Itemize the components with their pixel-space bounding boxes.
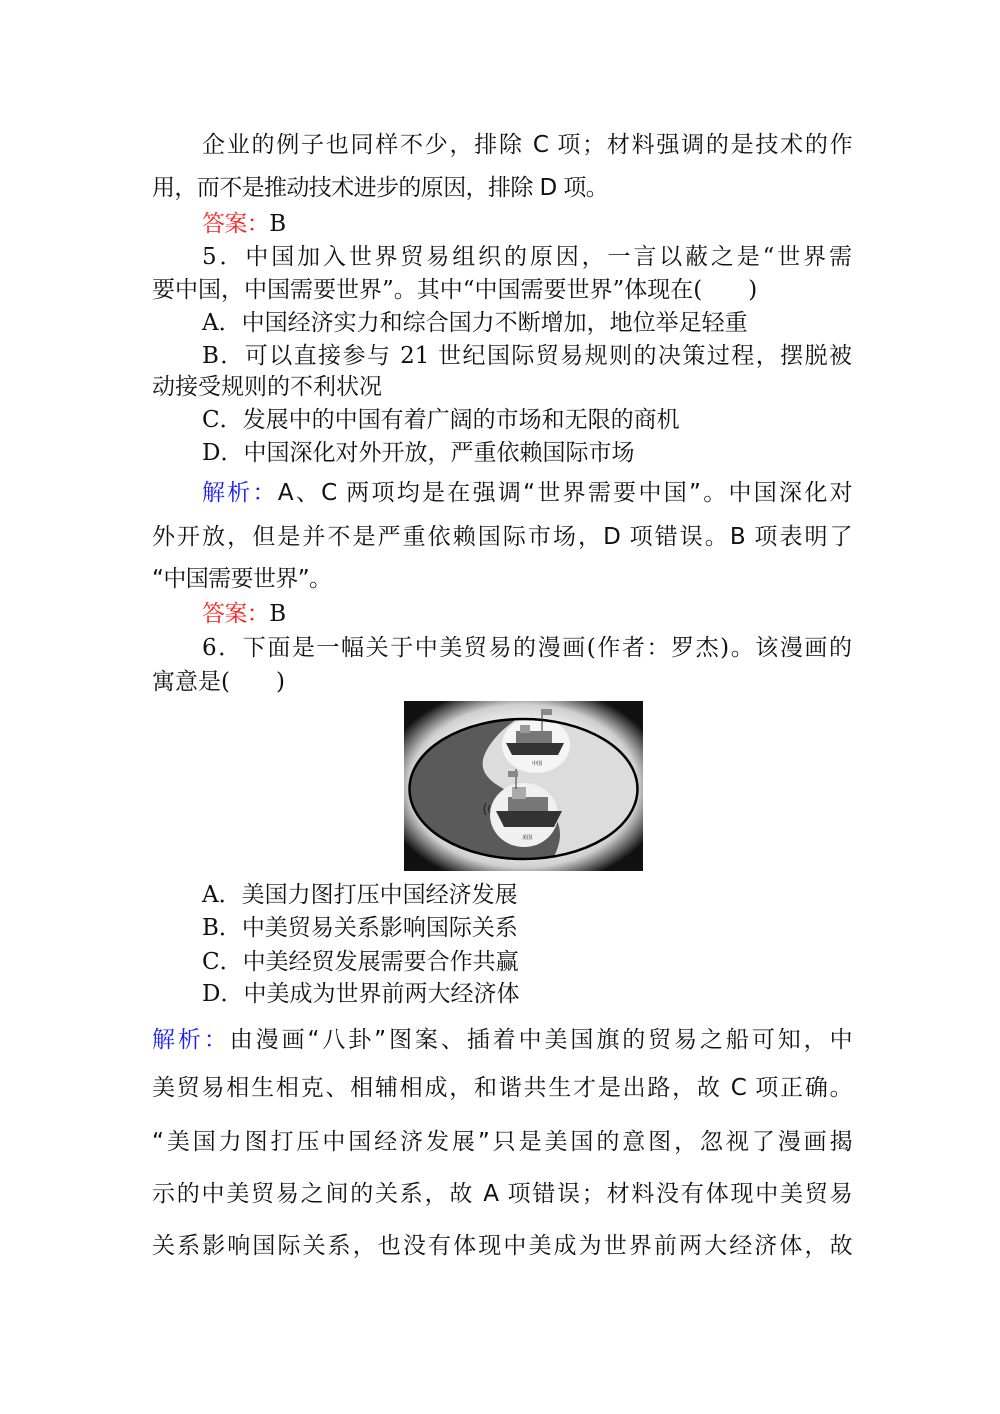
option-label: D． [202,440,244,466]
option-label: C． [202,949,243,975]
q6-analysis-line-3: “美国力图打压中国经济发展”只是美国的意图，忽视了漫画揭 [152,1129,852,1155]
answer-label: 答案： [202,211,270,237]
q5-option-d [202,438,852,468]
q5-stem-line-2: 要中国，中国需要世界”。其中“中国需要世界”体现在( ) [152,277,758,303]
option-text: 发展中的中国有着广阔的市场和无限的商机 [242,407,680,433]
option-label: A． [202,882,242,908]
analysis-label: 解析： [202,480,278,506]
q5-analysis-line-3: “中国需要世界”。 [152,566,332,592]
option-label: B． [202,915,242,941]
svg-text:中国: 中国 [532,761,543,767]
option-text: 中美经贸发展需要合作共赢 [242,949,519,975]
q6-stem-line-1: 6．下面是一幅关于中美贸易的漫画(作者：罗杰)。该漫画的 [202,635,852,661]
q6-option-a [202,880,852,910]
answer-label: 答案： [202,601,270,627]
option-text: 可以直接参与 21 世纪国际贸易规则的决策过程，摆脱被 [244,343,852,369]
q6-option-d [202,979,852,1009]
svg-text:美国: 美国 [522,835,533,841]
q5-stem-line-1: 5．中国加入世界贸易组织的原因，一言以蔽之是“世界需 [202,244,852,270]
q5-option-b-continued: 动接受规则的不利状况 [152,374,382,400]
option-label: B． [202,343,245,369]
option-text: 中国经济实力和综合国力不断增加，地位举足轻重 [241,310,748,336]
yin-yang-trade-cartoon [404,701,643,871]
option-text: 中美贸易关系影响国际关系 [241,915,518,941]
answer-value: B [269,601,287,627]
option-label: D． [202,981,244,1007]
q5-option-c [202,405,852,435]
q5-analysis-line-1: 解析：A、C 两项均是在强调“世界需要中国”。中国深化对 [202,480,853,506]
prev-analysis-line-1: 企业的例子也同样不少，排除 C 项；材料强调的是技术的作 [202,132,852,158]
q6-analysis-line-4: 示的中美贸易之间的关系，故 A 项错误；材料没有体现中美贸易 [152,1181,852,1207]
q5-analysis-line-2: 外开放，但是并不是严重依赖国际市场，D 项错误。B 项表明了 [152,524,852,550]
option-text: 中国深化对外开放，严重依赖国际市场 [243,440,635,466]
q5-option-b [202,341,852,371]
option-text: 美国力图打压中国经济发展 [241,882,518,908]
prev-answer [202,209,852,239]
q6-option-c [202,947,852,977]
option-text: 中美成为世界前两大经济体 [243,981,520,1007]
q5-option-a [202,308,852,338]
q6-analysis-line-2: 美贸易相生相克、相辅相成，和谐共生才是出路，故 C 项正确。 [152,1075,852,1101]
prev-analysis-line-2: 用，而不是推动技术进步的原因，排除 D 项。 [152,175,609,201]
cartoon-illustration [404,701,643,871]
option-label: C． [202,407,243,433]
q6-analysis-line-1: 解析：由漫画“八卦”图案、插着中美国旗的贸易之船可知，中 [152,1027,852,1053]
q6-stem-line-2: 寓意是( ) [152,669,285,695]
option-label: A． [202,310,242,336]
analysis-label: 解析： [152,1027,230,1053]
q6-analysis-line-5: 关系影响国际关系，也没有体现中美成为世界前两大经济体，故 [152,1233,852,1259]
q6-option-b [202,913,852,943]
answer-value: B [269,211,287,237]
q5-answer [202,599,852,629]
